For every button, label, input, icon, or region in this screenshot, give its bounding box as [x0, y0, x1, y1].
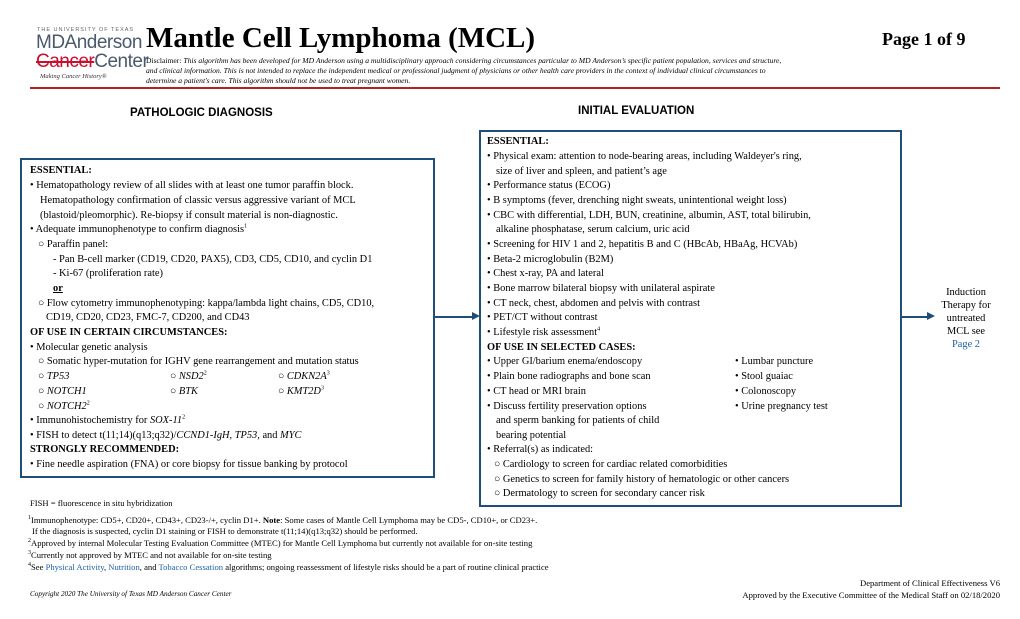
init-item: • Chest x-ray, PA and lateral	[487, 268, 604, 279]
footnote-1-cont: If the diagnosis is suspected, cyclin D1 staining or FISH to demonstrate t(11;14)(q13;q32) should be performed.	[32, 526, 418, 536]
init-selected-item: • Referral(s) as indicated:	[487, 444, 594, 455]
init-selected-item: • Lumbar puncture	[735, 356, 814, 367]
path-item: • FISH to detect t(11;14)(q13;q32)/CCND1-IgH, TP53, and MYC	[30, 430, 302, 441]
init-referral-item: ○ Cardiology to screen for cardiac related comorbidities	[494, 459, 728, 470]
init-item: • Physical exam: attention to node-bearing areas, including Waldeyer's ring,	[487, 151, 802, 162]
path-item: • Hematopathology review of all slides with at least one tumor paraffin block.	[30, 180, 354, 191]
page-2-link[interactable]: Page 2	[952, 339, 980, 350]
gene-notch2: ○ $NOTCH2^2$	[38, 400, 90, 412]
init-selected-item: • Stool guaiac	[735, 371, 793, 382]
init-selected-heading: OF USE IN SELECTED CASES:	[487, 342, 636, 353]
path-item-cont: (blastoid/pleomorphic). Re-biopsy if consult material is non-diagnostic.	[40, 210, 338, 221]
path-or: or	[53, 283, 63, 294]
fish-definition: FISH = fluorescence in situ hybridization	[30, 498, 173, 508]
tobacco-cessation-link[interactable]: Tobacco Cessation	[158, 562, 224, 572]
path-essential-heading: ESSENTIAL:	[30, 165, 92, 176]
initial-evaluation-heading: INITIAL EVALUATION	[578, 105, 695, 117]
init-item: • Lifestyle risk assessment$^4$	[487, 326, 601, 338]
init-referral-item: ○ Dermatology to screen for secondary cancer risk	[494, 488, 705, 499]
init-item: • B symptoms (fever, drenching night sweats, unintentional weight loss)	[487, 195, 787, 206]
physical-activity-link[interactable]: Physical Activity	[45, 562, 104, 572]
init-selected-item-cont: and sperm banking for patients of child	[496, 415, 660, 426]
init-selected-item: • Colonoscopy	[735, 386, 797, 397]
init-item: • Beta-2 microglobulin (B2M)	[487, 254, 614, 265]
init-item-cont: alkaline phosphatase, serum calcium, uric acid	[496, 224, 690, 235]
nutrition-link[interactable]: Nutrition	[108, 562, 140, 572]
path-subitem: ○ Flow cytometry immunophenotyping: kappa/lambda light chains, CD5, CD10,	[38, 298, 375, 309]
logo-cancer-center: CancerCenter	[36, 51, 149, 72]
disclaimer: Disclaimer: This algorithm has been developed for MD Anderson using a multidisciplinary approach considering circumstances particular to MD Anderson’s specific patient population, services and structure, and clinical information. This is not intended to replace the independent medical or professional judgment of physicians or other health care providers in the context of individual clinical circumstances to determine a patient's care. This algorithm should not be used to treat pregnant women.	[146, 56, 782, 85]
footnote-1: $^1$Immunophenotype: CD5+, CD20+, CD43+, CD23-/+, cyclin D1+. Note: Some cases of Mantle Cell Lymphoma may be CD5-, CD10+, or CD23+.	[28, 515, 538, 525]
path-item-cont: Hematopathology confirmation of classic versus aggressive variant of MCL	[40, 195, 356, 206]
path-strong-heading: STRONGLY RECOMMENDED:	[30, 444, 180, 455]
pathologic-diagnosis-heading: PATHOLOGIC DIAGNOSIS	[130, 107, 273, 119]
init-essential-heading: ESSENTIAL:	[487, 136, 549, 147]
logo-mdanderson: MDAnderson	[36, 32, 142, 53]
path-certain-heading: OF USE IN CERTAIN CIRCUMSTANCES:	[30, 327, 228, 338]
gene-nsd2: ○ $NSD2^2$	[170, 370, 207, 382]
path-item: • Fine needle aspiration (FNA) or core biopsy for tissue banking by protocol	[30, 459, 348, 470]
path-subitem-detail: - Ki-67 (proliferation rate)	[53, 268, 163, 279]
init-selected-item: • Plain bone radiographs and bone scan	[487, 371, 651, 382]
induction-therapy-text: Induction Therapy for untreated MCL see	[941, 287, 991, 337]
approval-note: Approved by the Executive Committee of the Medical Staff on 02/18/2020	[742, 590, 1000, 600]
header-rule	[30, 87, 1000, 89]
path-subitem-detail: - Pan B-cell marker (CD19, CD20, PAX5), CD3, CD5, CD10, and cyclin D1	[53, 254, 373, 265]
path-subitem-cont: CD19, CD20, CD23, FMC-7, CD200, and CD43	[46, 312, 250, 323]
init-item: • Screening for HIV 1 and 2, hepatitis B and C (HBcAb, HBaAg, HCVAb)	[487, 239, 798, 250]
footnote-3: $^3$Currently not approved by MTEC and not available for on-site testing	[28, 550, 272, 560]
gene-btk: ○ BTK	[170, 386, 198, 397]
department-version: Department of Clinical Effectiveness V6	[859, 578, 1000, 588]
gene-notch1: ○ NOTCH1	[38, 386, 87, 397]
init-selected-item: • CT head or MRI brain	[487, 386, 586, 397]
copyright: Copyright 2020 The University of Texas MD Anderson Cancer Center	[30, 590, 232, 598]
path-subitem: ○ Paraffin panel:	[38, 239, 109, 250]
logo-tagline: Making Cancer History®	[40, 73, 107, 80]
init-item: • Performance status (ECOG)	[487, 180, 611, 191]
page-number: Page 1 of 9	[882, 29, 966, 49]
arrow-line	[435, 316, 472, 318]
page-title: Mantle Cell Lymphoma (MCL)	[146, 22, 536, 54]
gene-kmt2d: ○ $KMT2D^3$	[278, 385, 324, 397]
path-item: • Adequate immunophenotype to confirm diagnosis$^1$	[30, 223, 248, 235]
footnote-2: $^2$Approved by internal Molecular Testing Evaluation Committee (MTEC) for Mantle Cell Lymphoma but currently not available for on-site testing	[28, 538, 533, 548]
path-item: • Immunohistochemistry for SOX-$11^2$	[30, 414, 186, 426]
init-item: • Bone marrow bilateral biopsy with unilateral aspirate	[487, 283, 715, 294]
init-item: • PET/CT without contrast	[487, 312, 598, 323]
init-item-cont: size of liver and spleen, and patient’s age	[496, 166, 667, 177]
arrow-line	[902, 316, 927, 318]
init-selected-item-cont: bearing potential	[496, 430, 567, 441]
footnote-4: $^4$See Physical Activity, Nutrition, and Tobacco Cessation algorithms; ongoing reassessment of lifestyle risks should be a part of routine clinical practice	[28, 562, 549, 572]
path-subitem: ○ Somatic hyper-mutation for IGHV gene rearrangement and mutation status	[38, 356, 359, 367]
gene-cdkn2a: ○ $CDKN2A^3$	[278, 370, 330, 382]
init-item: • CBC with differential, LDH, BUN, creatinine, albumin, AST, total bilirubin,	[487, 210, 811, 221]
init-selected-item: • Upper GI/barium enema/endoscopy	[487, 356, 643, 367]
init-item: • CT neck, chest, abdomen and pelvis with contrast	[487, 298, 700, 309]
init-selected-item: • Urine pregnancy test	[735, 401, 828, 412]
init-referral-item: ○ Genetics to screen for family history of hematologic or other cancers	[494, 474, 790, 485]
init-selected-item: • Discuss fertility preservation options	[487, 401, 647, 412]
logo-university-text: THE UNIVERSITY OF TEXAS	[37, 27, 135, 33]
gene-tp53: ○ TP53	[38, 371, 70, 382]
path-item: • Molecular genetic analysis	[30, 342, 148, 353]
